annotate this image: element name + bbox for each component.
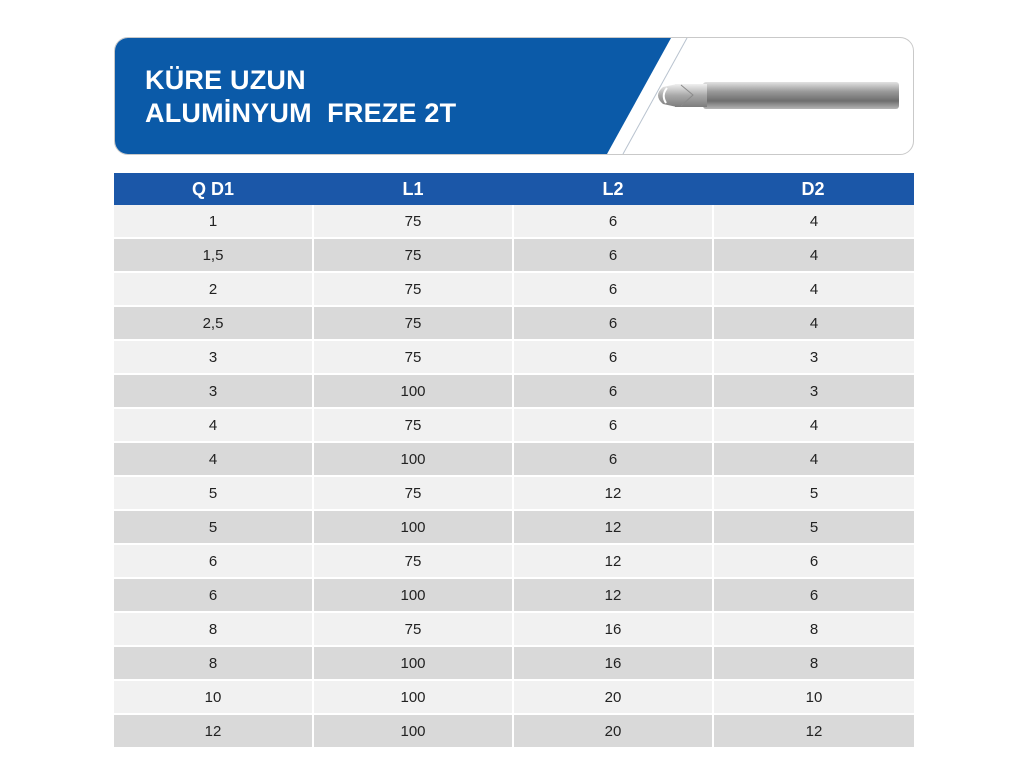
cell-d2: 4 [714,443,914,477]
cell-l2: 12 [514,477,714,511]
cell-l2: 20 [514,681,714,715]
cell-l2: 20 [514,715,714,749]
cell-l2: 12 [514,545,714,579]
table-row [114,579,914,613]
cell-d1: 1,5 [114,239,314,273]
cell-l2: 16 [514,613,714,647]
table-row [114,681,914,715]
cell-d2: 10 [714,681,914,715]
table-row [114,511,914,545]
table-body [114,205,914,749]
table-row [114,443,914,477]
cell-d2: 5 [714,477,914,511]
cell-l1: 75 [314,545,514,579]
table-row [114,205,914,239]
column-header-l1: L1 [314,173,514,205]
cell-l1: 75 [314,239,514,273]
cell-l1: 100 [314,579,514,613]
cell-d1: 8 [114,613,314,647]
cell-l2: 6 [514,375,714,409]
cell-d2: 12 [714,715,914,749]
cell-d2: 5 [714,511,914,545]
table-row [114,375,914,409]
cell-d1: 12 [114,715,314,749]
cell-d2: 6 [714,579,914,613]
cell-d1: 5 [114,477,314,511]
cell-l1: 100 [314,647,514,681]
cell-l2: 6 [514,239,714,273]
cell-d1: 2,5 [114,307,314,341]
cell-l1: 75 [314,613,514,647]
cell-l1: 75 [314,273,514,307]
cell-d2: 4 [714,409,914,443]
spec-table [114,173,914,749]
cell-l1: 100 [314,375,514,409]
cell-l1: 75 [314,341,514,375]
cell-d1: 3 [114,341,314,375]
cell-l1: 100 [314,715,514,749]
product-title-line1: KÜRE UZUN [145,65,306,95]
cell-d1: 2 [114,273,314,307]
cell-d1: 3 [114,375,314,409]
table-row [114,239,914,273]
product-title [145,64,456,130]
cell-l1: 75 [314,307,514,341]
cell-d2: 8 [714,647,914,681]
cell-d1: 4 [114,443,314,477]
cell-d1: 1 [114,205,314,239]
product-title-line2: ALUMİNYUM FREZE 2T [145,98,457,128]
table-row [114,545,914,579]
cell-d1: 10 [114,681,314,715]
column-header-d2: D2 [714,173,914,205]
cell-l1: 100 [314,681,514,715]
table-row [114,341,914,375]
cell-l1: 100 [314,511,514,545]
table-row [114,409,914,443]
cell-d2: 4 [714,273,914,307]
table-header-row [114,173,914,205]
cell-l2: 16 [514,647,714,681]
cell-l2: 6 [514,273,714,307]
cell-d2: 8 [714,613,914,647]
cell-d2: 3 [714,341,914,375]
cell-d1: 5 [114,511,314,545]
product-header-banner [114,37,914,155]
cell-l2: 6 [514,307,714,341]
cell-l2: 12 [514,511,714,545]
cell-d2: 6 [714,545,914,579]
table-row [114,647,914,681]
column-header-l2: L2 [514,173,714,205]
table-row [114,477,914,511]
cell-d2: 4 [714,239,914,273]
cell-d1: 6 [114,579,314,613]
cell-l2: 12 [514,579,714,613]
cell-l1: 75 [314,409,514,443]
cell-d1: 6 [114,545,314,579]
table-row [114,715,914,749]
table-row [114,307,914,341]
cell-d1: 4 [114,409,314,443]
cell-l1: 100 [314,443,514,477]
cell-d2: 4 [714,205,914,239]
cell-l1: 75 [314,477,514,511]
cell-l2: 6 [514,341,714,375]
table-row [114,613,914,647]
cell-l2: 6 [514,409,714,443]
table-row [114,273,914,307]
cell-d2: 3 [714,375,914,409]
cell-d1: 8 [114,647,314,681]
cell-l1: 75 [314,205,514,239]
column-header-d1: Q D1 [114,173,314,205]
cell-l2: 6 [514,205,714,239]
cell-l2: 6 [514,443,714,477]
cell-d2: 4 [714,307,914,341]
